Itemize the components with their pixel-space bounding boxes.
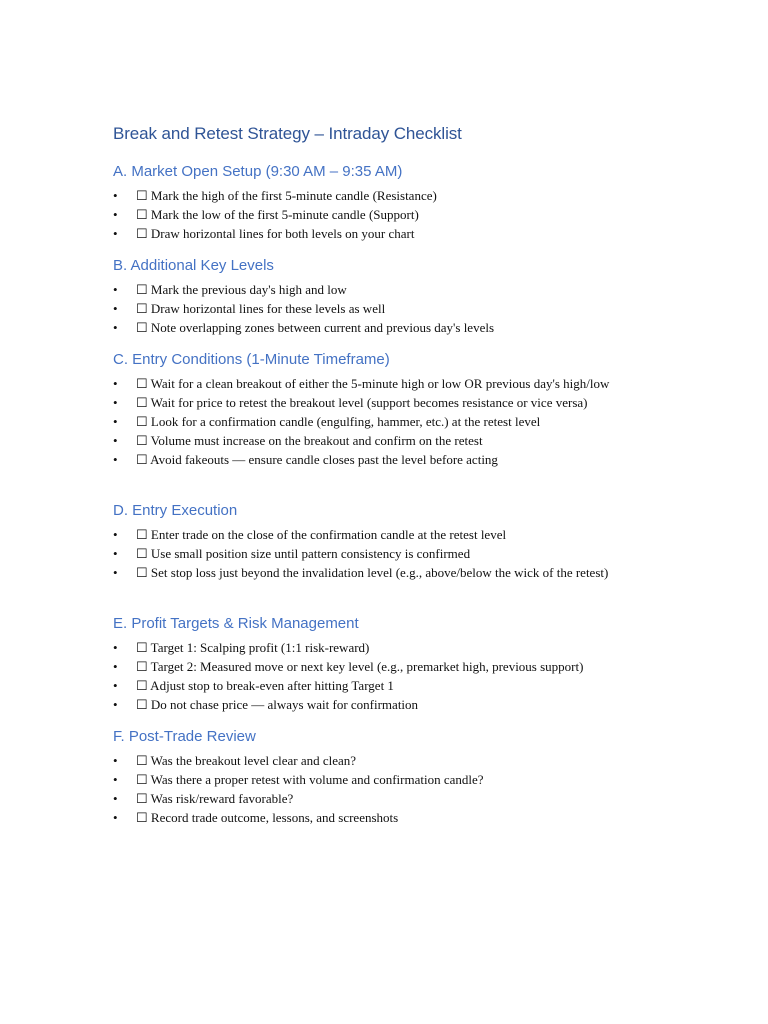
list-item: • ☐ Mark the low of the first 5-minute candle (Support) (113, 207, 419, 222)
bullet-icon: • (113, 810, 118, 825)
bullet-icon: • (113, 376, 118, 391)
list-item: • ☐ Enter trade on the close of the confirmation candle at the retest level (113, 527, 507, 542)
bullet-icon: • (113, 207, 118, 222)
bullet-icon: • (113, 546, 118, 561)
section-market-open-setup (113, 162, 656, 243)
checklist (113, 751, 656, 827)
list-item: • ☐ Wait for price to retest the breakout level (support becomes resistance or vice versa) (113, 395, 588, 410)
bullet-icon: • (113, 772, 118, 787)
checklist (113, 186, 656, 243)
bullet-icon: • (113, 640, 118, 655)
bullet-icon: • (113, 452, 118, 467)
section-heading: F. Post-Trade Review (113, 728, 256, 745)
bullet-icon: • (113, 301, 118, 316)
checklist (113, 525, 656, 582)
section-additional-key-levels (113, 256, 656, 337)
list-item: • ☐ Avoid fakeouts — ensure candle closes past the level before acting (113, 452, 498, 467)
section-heading: A. Market Open Setup (9:30 AM – 9:35 AM) (113, 163, 403, 180)
list-item: • ☐ Draw horizontal lines for both levels on your chart (113, 226, 415, 241)
list-item: • ☐ Record trade outcome, lessons, and screenshots (113, 810, 399, 825)
list-item: • ☐ Use small position size until pattern consistency is confirmed (113, 546, 471, 561)
checklist (113, 374, 656, 469)
checklist (113, 638, 656, 714)
list-item: • ☐ Was the breakout level clear and clean? (113, 753, 357, 768)
list-item: • ☐ Target 2: Measured move or next key level (e.g., premarket high, previous support) (113, 659, 584, 674)
list-item: • ☐ Do not chase price — always wait for confirmation (113, 697, 419, 712)
section-entry-conditions (113, 350, 656, 469)
bullet-icon: • (113, 678, 118, 693)
bullet-icon: • (113, 697, 118, 712)
section-heading: E. Profit Targets & Risk Management (113, 615, 359, 632)
list-item: • ☐ Mark the previous day's high and low (113, 282, 347, 297)
list-item: • ☐ Volume must increase on the breakout and confirm on the retest (113, 433, 483, 448)
bullet-icon: • (113, 659, 118, 674)
list-item: • ☐ Adjust stop to break-even after hitting Target 1 (113, 678, 394, 693)
bullet-icon: • (113, 282, 118, 297)
bullet-icon: • (113, 395, 118, 410)
list-item: • ☐ Note overlapping zones between current and previous day's levels (113, 320, 495, 335)
bullet-icon: • (113, 414, 118, 429)
bullet-icon: • (113, 565, 118, 580)
list-item: • ☐ Was there a proper retest with volume and confirmation candle? (113, 772, 484, 787)
section-entry-execution (113, 501, 656, 582)
section-profit-targets (113, 614, 656, 714)
bullet-icon: • (113, 527, 118, 542)
bullet-icon: • (113, 188, 118, 203)
list-item: • ☐ Wait for a clean breakout of either the 5-minute high or low OR previous day's high/low (113, 376, 610, 391)
checklist (113, 280, 656, 337)
list-item: • ☐ Target 1: Scalping profit (1:1 risk-reward) (113, 640, 370, 655)
bullet-icon: • (113, 226, 118, 241)
bullet-icon: • (113, 753, 118, 768)
document-title: Break and Retest Strategy – Intraday Checklist (113, 124, 462, 143)
bullet-icon: • (113, 791, 118, 806)
list-item: • ☐ Set stop loss just beyond the invalidation level (e.g., above/below the wick of the retest) (113, 565, 609, 580)
section-heading: B. Additional Key Levels (113, 257, 274, 274)
section-heading: C. Entry Conditions (1-Minute Timeframe) (113, 351, 390, 368)
section-heading: D. Entry Execution (113, 502, 238, 519)
list-item: • ☐ Look for a confirmation candle (engulfing, hammer, etc.) at the retest level (113, 414, 541, 429)
section-post-trade-review (113, 727, 656, 827)
list-item: • ☐ Draw horizontal lines for these levels as well (113, 301, 386, 316)
bullet-icon: • (113, 433, 118, 448)
list-item: • ☐ Mark the high of the first 5-minute candle (Resistance) (113, 188, 437, 203)
bullet-icon: • (113, 320, 118, 335)
list-item: • ☐ Was risk/reward favorable? (113, 791, 294, 806)
